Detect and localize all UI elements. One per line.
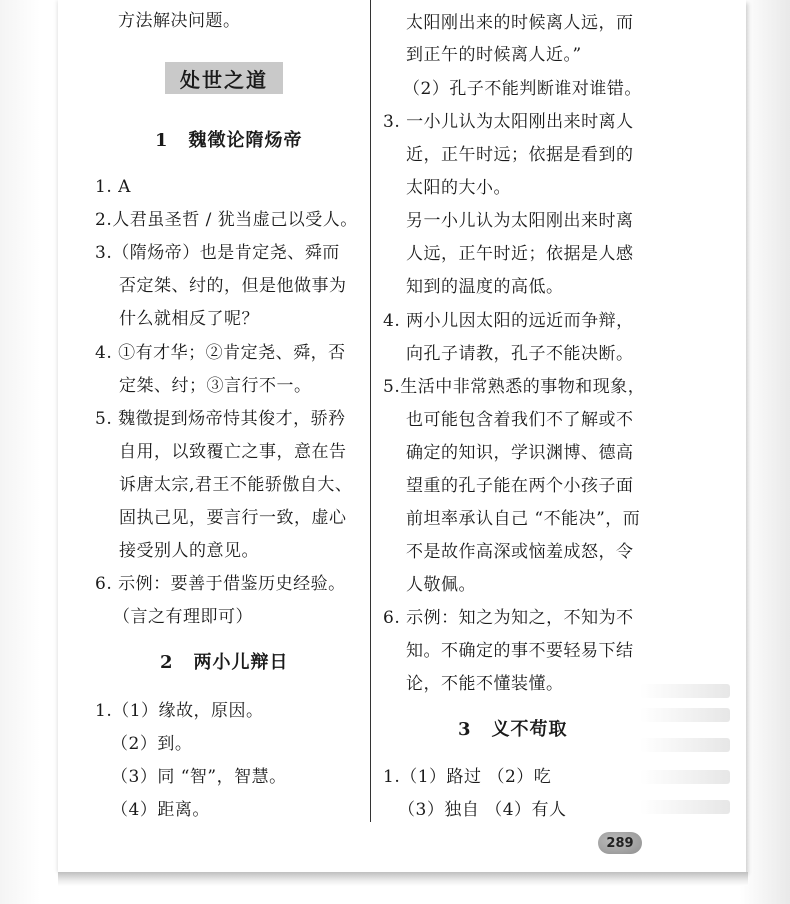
answer-line: 1.（1）路过 （2）吃 (383, 767, 552, 787)
answer-line: 不是故作高深或恼羞成怒，令 (406, 542, 634, 562)
section-title-text: 处世之道 (180, 67, 268, 92)
answer-line: 3. 一小儿认为太阳刚出来时离人 (383, 112, 634, 132)
article-heading (160, 651, 289, 675)
article-heading (155, 129, 303, 153)
answer-line: 4. ①有才华；②肯定尧、舜，否 (95, 343, 346, 363)
section-title (165, 62, 283, 94)
answer-line: 6. 示例：要善于借鉴历史经验。 (95, 574, 346, 594)
answer-line: （3）同 “智”，智慧。 (111, 767, 287, 787)
answer-line: （言之有理即可） (113, 607, 253, 627)
answer-line: 自用，以致覆亡之事，意在告 (119, 442, 347, 462)
answer-line: 接受别人的意见。 (119, 541, 259, 561)
answer-line: 论，不能不懂装懂。 (406, 674, 564, 694)
answer-line: （2）到。 (111, 734, 193, 754)
answer-line: 人敬佩。 (406, 575, 476, 595)
answer-line: （3）独自 （4）有人 (398, 800, 567, 820)
article-heading (458, 718, 568, 742)
answer-line: 5. 魏徵提到炀帝恃其俊才，骄矜 (95, 409, 346, 429)
answer-line: 定桀、纣；③言行不一。 (119, 376, 312, 396)
bleed-through-mark (640, 684, 730, 698)
answer-line: 4. 两小儿因太阳的远近而争辩， (383, 311, 634, 331)
bleed-through-mark (640, 708, 730, 722)
page-number-badge (598, 832, 642, 854)
answer-line: 另一小儿认为太阳刚出来时离 (406, 211, 634, 231)
bleed-through-mark (640, 738, 730, 752)
answer-line: 6. 示例：知之为知之，不知为不 (383, 608, 634, 628)
answer-line: 1.（1）缘故，原因。 (95, 701, 264, 721)
article-number: 2 (160, 652, 174, 673)
answer-line: 3.（隋炀帝）也是肯定尧、舜而 (95, 243, 340, 263)
answer-line: 确定的知识，学识渊博、德高 (406, 443, 634, 463)
article-title: 两小儿辩日 (193, 652, 289, 673)
answer-line: 前坦率承认自己 “不能决”，而 (406, 509, 641, 529)
answer-line: 诉唐太宗,君王不能骄傲自大、 (119, 475, 353, 495)
answer-line: 也可能包含着我们不了解或不 (406, 410, 634, 430)
answer-line: 望重的孔子能在两个小孩子面 (406, 476, 634, 496)
answer-line: 否定桀、纣的，但是他做事为 (119, 276, 347, 296)
answer-line: 人远，正午时近；依据是人感 (406, 244, 634, 264)
answer-line: 太阳的大小。 (406, 178, 511, 198)
answer-line: 向孔子请教，孔子不能决断。 (406, 344, 634, 364)
answer-line: 5.生活中非常熟悉的事物和现象， (383, 377, 646, 397)
answer-line: 太阳刚出来的时候离人远，而 (406, 13, 634, 33)
article-number: 1 (155, 130, 169, 151)
page-number: 289 (606, 835, 634, 851)
column-divider (370, 0, 371, 822)
answer-line: 什么就相反了呢？ (119, 309, 259, 329)
article-title: 义不苟取 (491, 719, 568, 740)
answer-line: 1. A (95, 177, 131, 197)
answer-line: 到正午的时候离人近。” (406, 45, 582, 65)
answer-line: 2.人君虽圣哲 / 犹当虚己以受人。 (95, 210, 358, 230)
answer-line: 近，正午时远；依据是看到的 (406, 145, 634, 165)
answer-line: 固执己见，要言行一致，虚心 (119, 508, 347, 528)
bleed-through-mark (640, 800, 730, 814)
article-number: 3 (458, 719, 472, 740)
article-title: 魏徵论隋炀帝 (188, 130, 303, 151)
answer-line: 知。不确定的事不要轻易下结 (406, 641, 634, 661)
page-edge-shadow (58, 872, 748, 886)
answer-line: 知到的温度的高低。 (406, 277, 564, 297)
continuation-text: 方法解决问题。 (118, 11, 241, 31)
answer-line: （4）距离。 (111, 800, 210, 820)
bleed-through-mark (640, 770, 730, 784)
answer-line: （2）孔子不能判断谁对谁错。 (403, 79, 642, 99)
